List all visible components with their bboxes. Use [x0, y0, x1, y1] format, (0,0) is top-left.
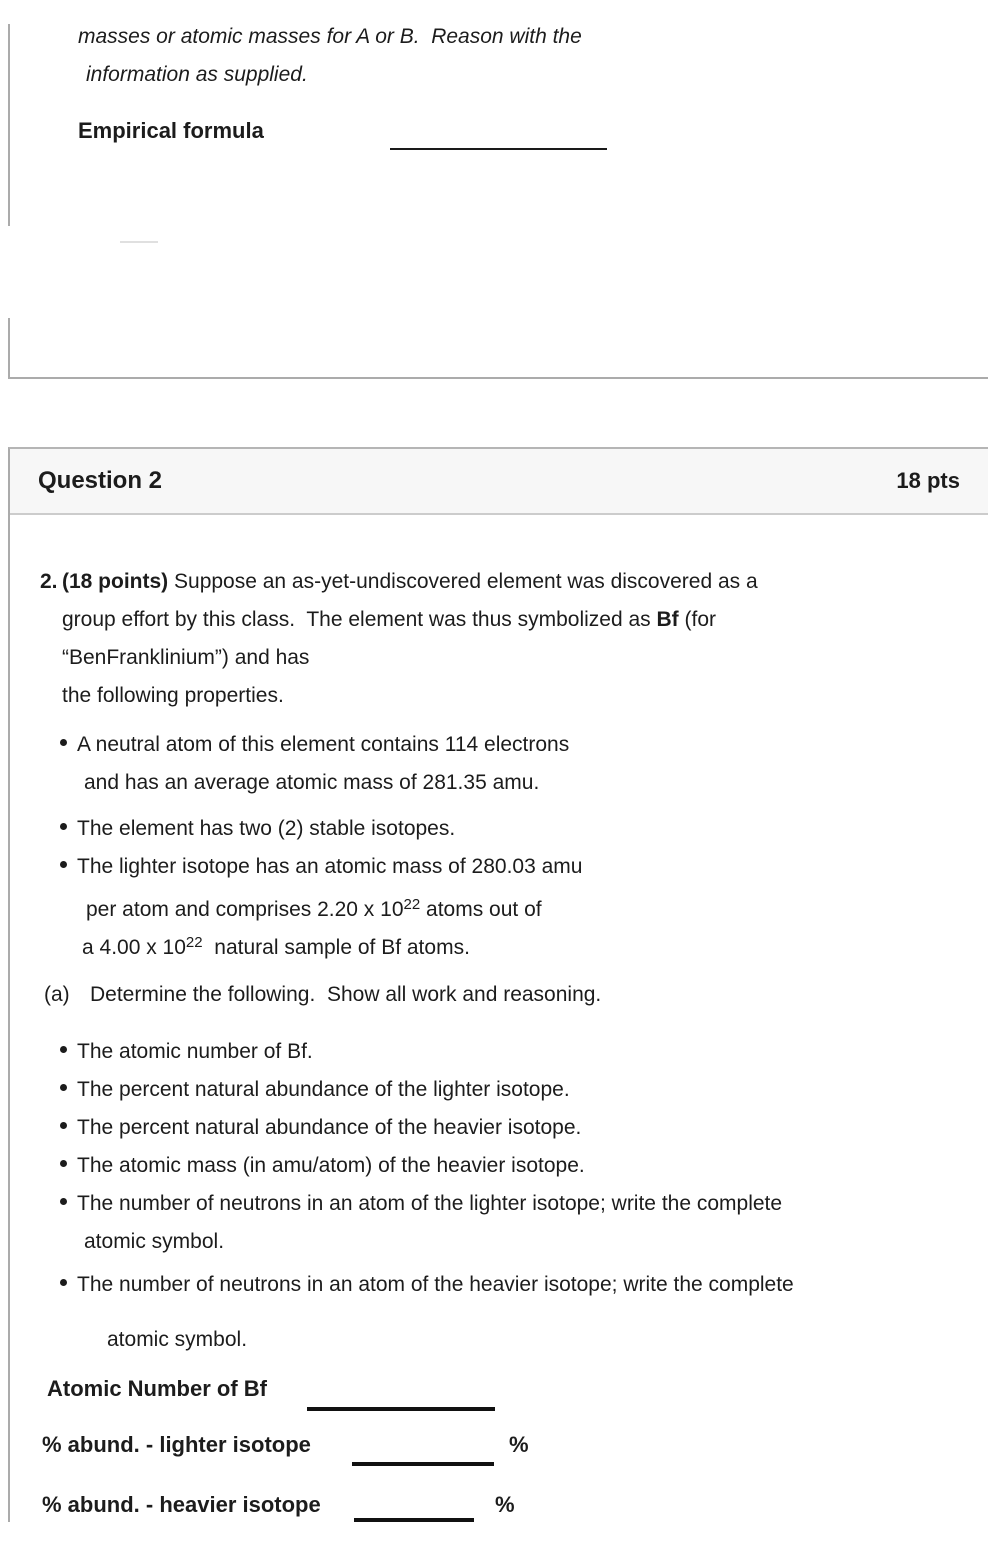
part-a-text: Determine the following. Show all work and reasoning. [90, 983, 602, 1006]
bullet-dot [60, 1160, 67, 1167]
b3-line2-pre: per atom and comprises 2.20 x 10 [86, 898, 404, 921]
property-bullet3-line2 [86, 886, 542, 929]
question2-card [8, 447, 988, 1522]
property-bullet3-line3 [82, 924, 470, 967]
intro-line3: “BenFranklinium”) and has [62, 646, 310, 669]
prev-question-left-border-bottom [8, 318, 10, 378]
percent-sign: % [495, 1492, 515, 1517]
exponent-superscript: 22 [403, 896, 421, 913]
determine-bullet1: The atomic number of Bf. [77, 1040, 313, 1063]
bullet-dot [60, 823, 67, 830]
determine-bullet5-line1: The number of neutrons in an atom of the lighter isotope; write the complete [77, 1192, 783, 1215]
abundance-heavier-answer-blank [354, 1518, 474, 1522]
prev-question-bottom-border [8, 377, 988, 379]
bullet-dot [60, 1198, 67, 1205]
property-bullet3-line1: The lighter isotope has an atomic mass of 280.03 amu [77, 855, 583, 878]
percent-sign: % [509, 1432, 529, 1457]
question2-points-badge: 18 pts [896, 468, 960, 493]
bullet-dot [60, 861, 67, 868]
b3-line2-post: atoms out of [420, 898, 542, 921]
question2-intro-paragraph [62, 563, 758, 715]
part-a-marker: (a) [44, 983, 70, 1006]
determine-bullet2: The percent natural abundance of the lighter isotope. [77, 1078, 570, 1101]
bullet-dot [60, 1122, 67, 1129]
intro-element-symbol-bold: Bf [656, 608, 679, 631]
property-bullet2-line1: The element has two (2) stable isotopes. [77, 817, 456, 840]
bullet-dot [60, 739, 67, 746]
intro-points-bold: (18 points) [62, 570, 169, 593]
empirical-formula-label: Empirical formula [78, 118, 264, 143]
determine-bullet5-line2: atomic symbol. [84, 1230, 225, 1253]
abundance-heavier-label: % abund. - heavier isotope [42, 1492, 321, 1517]
property-bullet1-line2: and has an average atomic mass of 281.35 amu. [84, 771, 540, 794]
intro-line1 [62, 563, 758, 601]
scroll-artifact-dash [120, 241, 158, 243]
prev-question-text-line2: information as supplied. [86, 63, 308, 86]
abundance-lighter-answer-blank [352, 1462, 494, 1466]
determine-bullet6-line1: The number of neutrons in an atom of the heavier isotope; write the complete [77, 1273, 794, 1296]
intro-line2-post: (for [678, 608, 717, 631]
exponent-superscript: 22 [185, 934, 203, 951]
question2-title: Question 2 [38, 467, 163, 494]
atomic-number-label: Atomic Number of Bf [47, 1376, 267, 1401]
bullet-dot [60, 1084, 67, 1091]
intro-line2-pre: group effort by this class. The element was thus symbolized as [62, 608, 657, 631]
intro-line1-rest: Suppose an as-yet-undiscovered element was discovered as a [168, 570, 758, 593]
intro-line2 [62, 601, 758, 639]
question2-list-number: 2. [40, 570, 58, 593]
b3-line3-pre: a 4.00 x 10 [82, 936, 186, 959]
determine-bullet4: The atomic mass (in amu/atom) of the heavier isotope. [77, 1154, 585, 1177]
question2-header [10, 449, 988, 515]
empirical-formula-blank [390, 148, 607, 150]
bullet-dot [60, 1279, 67, 1286]
prev-question-text [78, 18, 582, 94]
property-bullet1-line1: A neutral atom of this element contains 114 electrons [77, 733, 570, 756]
bullet-dot [60, 1046, 67, 1053]
prev-question-left-border-top [8, 24, 10, 226]
determine-bullet3: The percent natural abundance of the heavier isotope. [77, 1116, 582, 1139]
abundance-lighter-label: % abund. - lighter isotope [42, 1432, 311, 1457]
determine-bullet6-line2: atomic symbol. [107, 1328, 248, 1351]
b3-line3-post: natural sample of Bf atoms. [202, 936, 470, 959]
prev-question-text-line1: masses or atomic masses for A or B. Reason with the [78, 25, 582, 48]
atomic-number-answer-blank [307, 1407, 495, 1411]
intro-line4: the following properties. [62, 684, 284, 707]
